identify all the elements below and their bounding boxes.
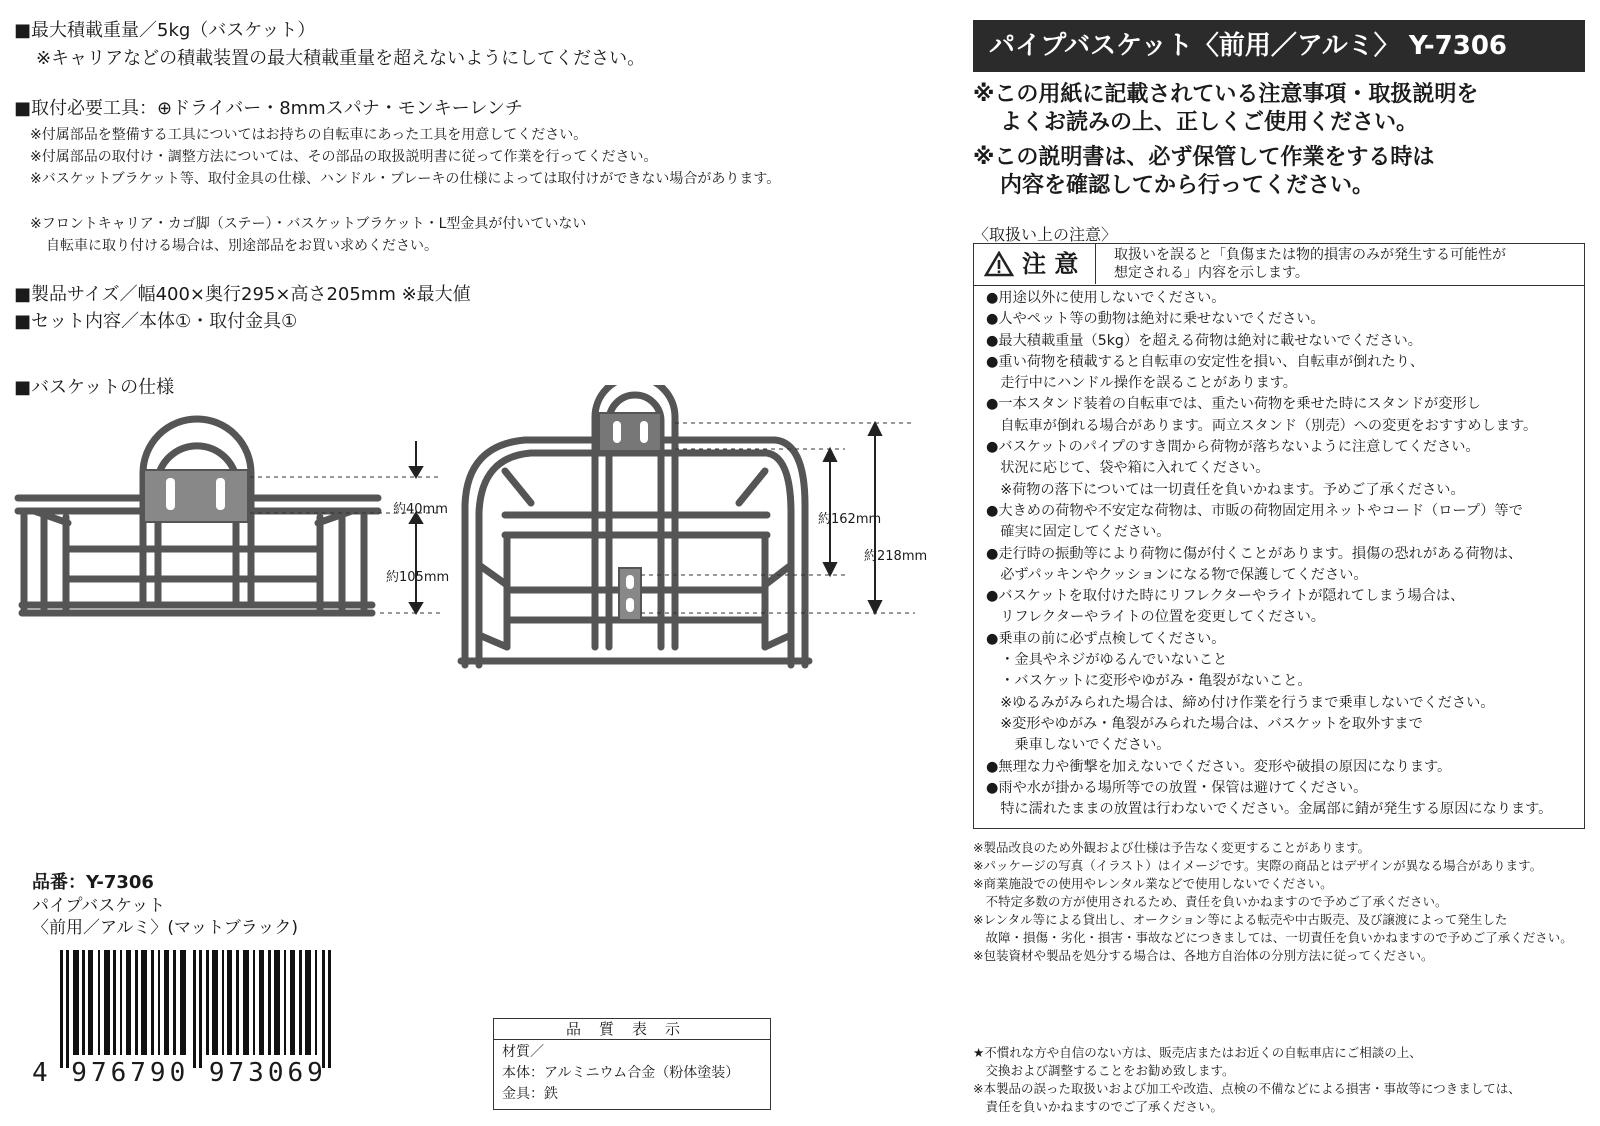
barcode-number: 4 976790 973069 <box>32 1058 327 1088</box>
caution-item: ●乗車の前に必ず点検してください。 <box>986 630 1226 647</box>
page-title: パイプバスケット〈前用／アルミ〉 Y-7306 <box>973 20 1585 72</box>
footnotes <box>973 839 1573 965</box>
caution-item: ●用途以外に使用しないでください。 <box>986 290 1226 306</box>
caution-description: 取扱いを誤ると「負傷または物的損害のみが発生する可能性が <box>1114 247 1506 263</box>
warning-icon <box>984 251 1014 277</box>
dimension-218: 約218mm <box>864 549 928 564</box>
caution-item: ●走行時の振動等により荷物に傷が付くことがあります。損傷の恐れがある荷物は、 <box>986 545 1523 562</box>
quality-header: 品質表示 <box>494 1019 770 1040</box>
front-carrier-note-cont: 自転車に取り付ける場合は、別途部品をお買い求めください。 <box>46 238 438 254</box>
tools-note: ※バスケットブラケット等、取付金具の仕様、ハンドル・ブレーキの仕様によっては取付けができない場合があります。 <box>30 171 781 187</box>
footnote: ※包装資材や製品を処分する場合は、各地方自治体の分別方法に従ってください。 <box>973 948 1434 963</box>
basket-side-diagram <box>10 415 470 630</box>
footnote: ※パッケージの写真（イラスト）はイメージです。実際の商品とはデザインが異なる場合があります。 <box>973 858 1543 873</box>
product-variant: 〈前用／アルミ〉(マットブラック) <box>32 918 299 938</box>
bottom-note: 責任を負いかねますのでご了承ください。 <box>973 1099 1224 1114</box>
footnote: ※製品改良のため外観および仕様は予告なく変更することがあります。 <box>973 840 1370 855</box>
product-size: ■製品サイズ／幅400×奥行295×高さ205mm ※最大値 <box>14 284 471 305</box>
product-name: パイプバスケット <box>32 896 166 916</box>
max-load-text: ■最大積載重量／5kg（バスケット） <box>14 20 316 41</box>
notice-keep-cont: 内容を確認してから行ってください。 <box>1000 173 1375 198</box>
dimension-105: 約105mm <box>386 570 450 585</box>
bottom-note: 交換および調整することをお勧め致します。 <box>973 1063 1235 1078</box>
caution-item: ●雨や水が掛かる場所等での放置・保管は避けてください。 <box>986 779 1368 796</box>
caution-item: 自転車が倒れる場合があります。両立スタンド（別売）への変更をおすすめします。 <box>986 417 1538 434</box>
bottom-note: ★不慣れな方や自信のない方は、販売店またはお近くの自転車店にご相談の上、 <box>973 1045 1422 1060</box>
caution-item: 状況に応じて、袋や箱に入れてください。 <box>986 460 1270 477</box>
quality-fitting: 金具：鉄 <box>502 1086 558 1102</box>
caution-item: ※荷物の落下については一切責任を負いかねます。予めご了承ください。 <box>986 481 1465 498</box>
footnote: ※商業施設での使用やレンタル業などで使用しないでください。 <box>973 876 1333 891</box>
caution-item: ※ゆるみがみられた場合は、締め付け作業を行うまで乗車しないでください。 <box>986 694 1495 711</box>
quality-material: 材質／ <box>502 1044 544 1060</box>
set-contents: ■セット内容／本体①・取付金具① <box>14 311 298 332</box>
caution-item: ●無理な力や衝撃を加えないでください。変形や破損の原因になります。 <box>986 758 1452 775</box>
barcode <box>60 950 350 1070</box>
caution-item: 特に濡れたままの放置は行わないでください。金属部に錆が発生する原因になります。 <box>986 801 1553 818</box>
caution-item: ・金具やネジがゆるんでいないこと <box>986 652 1228 669</box>
notice-read: ※この用紙に記載されている注意事項・取扱説明を <box>973 82 1479 107</box>
max-load-note: ※キャリアなどの積載装置の最大積載重量を超えないようにしてください。 <box>36 48 646 69</box>
caution-item: ●大きめの荷物や不安定な荷物は、市販の荷物固定用ネットやコード（ロープ）等で <box>986 502 1523 519</box>
basket-front-diagram <box>455 385 955 675</box>
dimension-162: 約162mm <box>818 512 882 527</box>
footnote: ※レンタル等による貸出し、オークション等による転売や中古販売、及び譲渡によって発生した <box>973 912 1508 927</box>
tools-text: ■取付必要工具：⊕ドライバー・8mmスパナ・モンキーレンチ <box>14 98 523 119</box>
notice-keep: ※この説明書は、必ず保管して作業をする時は <box>973 145 1435 170</box>
caution-item: ※変形やゆがみ・亀裂がみられた場合は、バスケットを取外すまで <box>986 715 1423 732</box>
caution-item: 走行中にハンドル操作を誤ることがあります。 <box>986 375 1297 392</box>
footnote: 故障・損傷・劣化・損害・事故などにつきましては、一切責任を負いかねますので予めご了承ください。 <box>973 930 1573 945</box>
caution-item: ●一本スタンド装着の自転車では、重たい荷物を乗せた時にスタンドが変形し <box>986 396 1481 413</box>
caution-item: 必ずパッキンやクッションになる物で保護してください。 <box>986 566 1368 583</box>
spec-heading: ■バスケットの仕様 <box>14 377 175 398</box>
caution-description-cont: 想定される」内容を示します。 <box>1114 265 1309 281</box>
dimension-40: 約40mm <box>393 502 448 517</box>
bottom-notes <box>973 1044 1521 1116</box>
caution-item: 確実に固定してください。 <box>986 524 1171 541</box>
caution-item: ●バスケットのパイプのすき間から荷物が落ちないように注意してください。 <box>986 439 1480 456</box>
caution-label-cell <box>974 244 1096 284</box>
product-code: 品番：Y-7306 <box>32 872 154 893</box>
footnote: 不特定多数の方が使用されるため、責任を負いかねますので予めご了承ください。 <box>973 894 1448 909</box>
caution-item: ●重い荷物を積載すると自転車の安定性を損い、自転車が倒れたり、 <box>986 353 1425 370</box>
caution-item: 乗車しないでください。 <box>986 737 1171 754</box>
tools-note: ※付属部品の取付け・調整方法については、その部品の取扱説明書に従って作業を行ってください。 <box>30 149 658 165</box>
caution-item: ●バスケットを取付けた時にリフレクターやライトが隠れてしまう場合は、 <box>986 588 1465 605</box>
caution-item: ●人やペット等の動物は絶対に乗せないでください。 <box>986 311 1325 328</box>
tools-note: ※付属部品を整備する工具についてはお持ちの自転車にあった工具を用意してください。 <box>30 127 588 143</box>
caution-item: ●最大積載重量（5kg）を超える荷物は絶対に載せないでください。 <box>986 332 1422 349</box>
quality-label <box>493 1018 771 1110</box>
quality-body: 本体：アルミニウム合金（粉体塗装） <box>502 1065 740 1081</box>
caution-list <box>986 288 1552 820</box>
caution-item: リフレクターやライトの位置を変更してください。 <box>986 609 1325 626</box>
caution-box <box>973 243 1585 829</box>
bottom-note: ※本製品の誤った取扱いおよび加工や改造、点検の不備などによる損害・事故等につきましては、 <box>973 1081 1521 1096</box>
caution-label: 注 意 <box>1022 250 1079 278</box>
notice-read-cont: よくお読みの上、正しくご使用ください。 <box>1000 110 1419 135</box>
caution-item: ・バスケットに変形やゆがみ・亀裂がないこと。 <box>986 673 1312 690</box>
front-carrier-note: ※フロントキャリア・カゴ脚（ステー）・バスケットブラケット・L型金具が付いていない <box>30 216 587 232</box>
handling-heading: 〈取扱い上の注意〉 <box>973 225 1118 244</box>
